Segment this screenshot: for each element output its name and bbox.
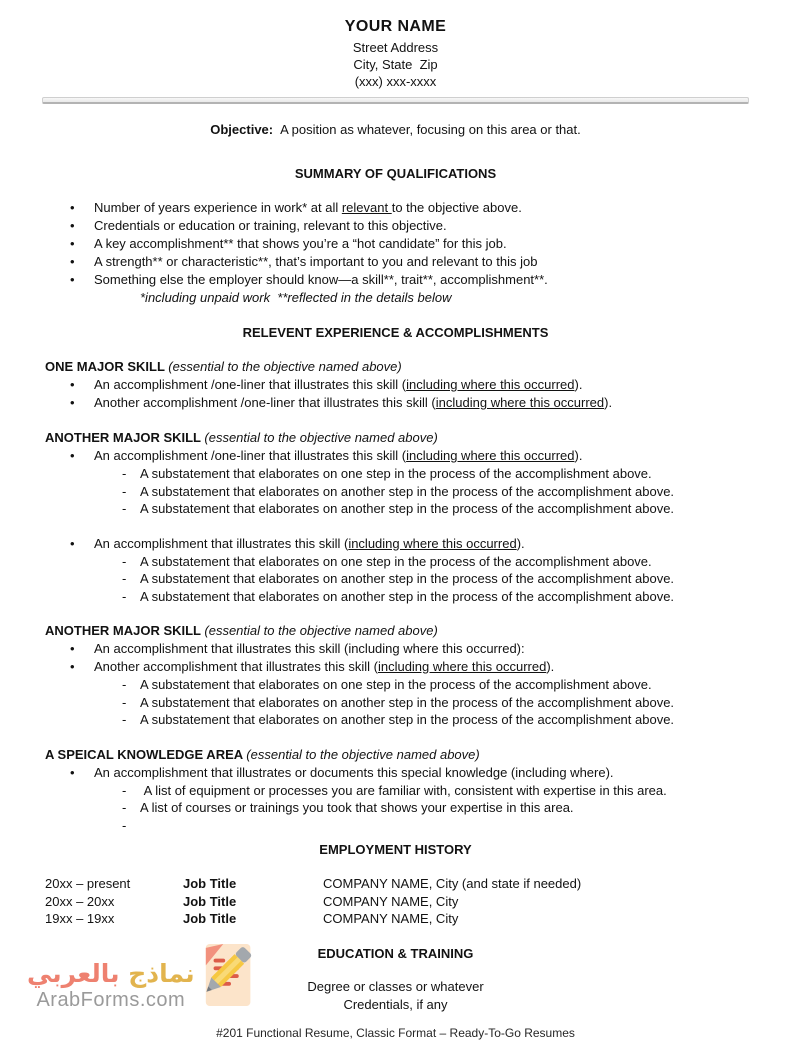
dash-marker	[122, 553, 140, 571]
skill-heading	[45, 358, 746, 376]
bullet-marker	[70, 235, 94, 253]
resume-header	[45, 18, 746, 90]
substatement-dash	[45, 483, 746, 501]
dash-marker	[122, 483, 140, 501]
dash-text: A substatement that elaborates on another step in the process of the accomplishment above.	[140, 588, 675, 604]
logo-arabic-word-namadhij: نماذج	[128, 959, 195, 988]
qualification-item	[45, 271, 746, 289]
skill-title: ANOTHER MAJOR SKILL	[45, 623, 201, 638]
substatement-dash	[45, 711, 746, 729]
dash-text: A substatement that elaborates on another step in the process of the accomplishment above.	[140, 712, 675, 727]
objective-label: Objective:	[210, 122, 274, 137]
bullet-text: An accomplishment /one-liner that illustrates this skill (including where this occurred).	[94, 448, 583, 463]
skill-section-1	[45, 358, 746, 412]
employment-job-title: Job Title	[183, 876, 237, 891]
substatement-dash	[45, 676, 746, 694]
substatement-dash	[45, 694, 746, 712]
dash-text: A list of equipment or processes you are familiar with, consistent with expertise in this area.	[140, 782, 667, 798]
qualification-item	[45, 217, 746, 235]
skill-section-4	[45, 746, 746, 835]
bullet-marker	[70, 640, 94, 658]
employment-row	[45, 893, 746, 911]
employment-dates: 20xx – present	[45, 876, 131, 891]
education-credentials-line: Credentials, if any	[343, 996, 448, 1012]
bullet-marker	[70, 271, 94, 289]
qualification-item	[45, 235, 746, 253]
dash-text: A substatement that elaborates on another step in the process of the accomplishment above.	[140, 694, 675, 710]
employment-row	[45, 875, 746, 893]
accomplishment-bullet	[45, 658, 746, 676]
bullet-marker	[70, 253, 94, 271]
accomplishment-bullet	[45, 640, 746, 658]
substatement-dash	[45, 570, 746, 588]
substatement-dash	[45, 553, 746, 571]
dash-marker	[122, 694, 140, 712]
dash-text: A substatement that elaborates on one step in the process of the accomplishment above.	[140, 553, 652, 569]
bullet-marker	[70, 376, 94, 394]
bullet-text: Another accomplishment /one-liner that illustrates this skill (including where this occurred).	[94, 395, 613, 410]
accomplishment-bullet	[45, 394, 746, 412]
objective-line	[45, 121, 746, 138]
header-divider	[42, 97, 749, 104]
dash-marker	[122, 570, 140, 588]
qualification-item	[45, 199, 746, 217]
skill-heading	[45, 622, 746, 640]
skill-heading	[45, 429, 746, 447]
employment-company: COMPANY NAME, City (and state if needed)	[323, 876, 582, 891]
dash-text: A substatement that elaborates on another step in the process of the accomplishment above.	[140, 501, 675, 516]
person-name: YOUR NAME	[344, 18, 447, 35]
experience-heading: RELEVENT EXPERIENCE & ACCOMPLISHMENTS	[242, 325, 549, 340]
substatement-dash	[45, 588, 746, 606]
arabforms-logo	[27, 940, 262, 1012]
education-heading: EDUCATION & TRAINING	[317, 945, 474, 961]
city-state-zip: City, State Zip	[353, 57, 438, 72]
education-degree-line: Degree or classes or whatever	[307, 978, 484, 994]
logo-arabic-word-bilarabi: بالعربي	[27, 959, 120, 988]
employment-dates: 19xx – 19xx	[45, 911, 115, 926]
bullet-marker	[70, 447, 94, 465]
substatement-dash	[45, 500, 746, 518]
skill-section-3	[45, 622, 746, 729]
substatement-dash	[45, 799, 746, 817]
bullet-marker	[70, 217, 94, 235]
skill-subtitle: (essential to the objective named above)	[246, 746, 480, 762]
dash-text: A substatement that elaborates on one step in the process of the accomplishment above.	[140, 677, 652, 692]
logo-domain-text: ArabForms.com	[36, 989, 186, 1011]
qualifications-list	[45, 199, 746, 289]
substatement-dash	[45, 817, 746, 835]
employment-dates: 20xx – 20xx	[45, 893, 115, 909]
skill-heading	[45, 746, 746, 764]
skill-title: A SPEICAL KNOWLEDGE AREA	[45, 746, 243, 762]
dash-text: A substatement that elaborates on another step in the process of the accomplishment above.	[140, 571, 675, 586]
bullet-text: An accomplishment /one-liner that illustrates this skill (including where this occurred).	[94, 377, 583, 392]
accomplishment-bullet	[45, 535, 746, 553]
dash-marker	[122, 782, 140, 800]
bullet-text: Another accomplishment that illustrates this skill (including where this occurred).	[94, 659, 555, 674]
bullet-marker	[70, 764, 94, 782]
employment-row	[45, 910, 746, 928]
employment-job-title: Job Title	[183, 893, 237, 909]
skill-subtitle: (essential to the objective named above)	[168, 359, 402, 374]
skill-title: ONE MAJOR SKILL	[45, 359, 165, 374]
skill-section-2	[45, 429, 746, 605]
dash-marker	[122, 817, 140, 835]
bullet-marker	[70, 535, 94, 553]
summary-heading: SUMMARY OF QUALIFICATIONS	[294, 166, 497, 181]
accomplishment-bullet	[45, 764, 746, 782]
bullet-text: An accomplishment that illustrates this skill (including where this occurred):	[94, 641, 525, 656]
bullet-text: A strength** or characteristic**, that’s important to you and relevant to this job	[94, 254, 538, 269]
bullet-text: A key accomplishment** that shows you’re a “hot candidate” for this job.	[94, 236, 507, 251]
substatement-dash	[45, 465, 746, 483]
substatement-dash	[45, 782, 746, 800]
accomplishment-bullet	[45, 447, 746, 465]
dash-marker	[122, 465, 140, 483]
dash-text: A substatement that elaborates on another step in the process of the accomplishment above.	[140, 483, 675, 499]
logo-arabic-text	[27, 958, 195, 989]
dash-marker	[122, 676, 140, 694]
employment-company: COMPANY NAME, City	[323, 893, 459, 909]
bullet-text: Something else the employer should know—a skill**, trait**, accomplishment**.	[94, 272, 548, 287]
bullet-text: Number of years experience in work* at all relevant to the objective above.	[94, 200, 522, 215]
skill-subtitle: (essential to the objective named above)	[204, 623, 438, 638]
bullet-text: An accomplishment that illustrates this skill (including where this occurred).	[94, 535, 525, 551]
bullet-marker	[70, 658, 94, 676]
notepad-pencil-icon	[200, 940, 262, 1012]
dash-marker	[122, 711, 140, 729]
document-footer-text: #201 Functional Resume, Classic Format – Ready-To-Go Resumes	[216, 1025, 575, 1040]
bullet-text: Credentials or education or training, relevant to this objective.	[94, 218, 447, 233]
bullet-text: An accomplishment that illustrates or documents this special knowledge (including where).	[94, 764, 614, 780]
employment-company: COMPANY NAME, City	[323, 911, 459, 926]
dash-marker	[122, 588, 140, 606]
dash-marker	[122, 799, 140, 817]
employment-job-title: Job Title	[183, 911, 237, 926]
employment-heading: EMPLOYMENT HISTORY	[319, 842, 472, 857]
skill-title: ANOTHER MAJOR SKILL	[45, 430, 201, 445]
dash-marker	[122, 500, 140, 518]
bullet-marker	[70, 199, 94, 217]
qualification-item	[45, 253, 746, 271]
phone-number: (xxx) xxx-xxxx	[354, 74, 437, 89]
objective-text: A position as whatever, focusing on this area or that.	[280, 122, 581, 137]
dash-text: A substatement that elaborates on one step in the process of the accomplishment above.	[140, 466, 652, 481]
street-address: Street Address	[352, 40, 439, 55]
accomplishment-bullet	[45, 376, 746, 394]
skill-subtitle: (essential to the objective named above)	[204, 430, 438, 445]
dash-text: A list of courses or trainings you took that shows your expertise in this area.	[140, 800, 574, 815]
logo-text-block	[27, 958, 195, 1012]
bullet-marker	[70, 394, 94, 412]
employment-table	[45, 875, 746, 928]
summary-footnote: *including unpaid work **reflected in the details below	[140, 290, 452, 305]
